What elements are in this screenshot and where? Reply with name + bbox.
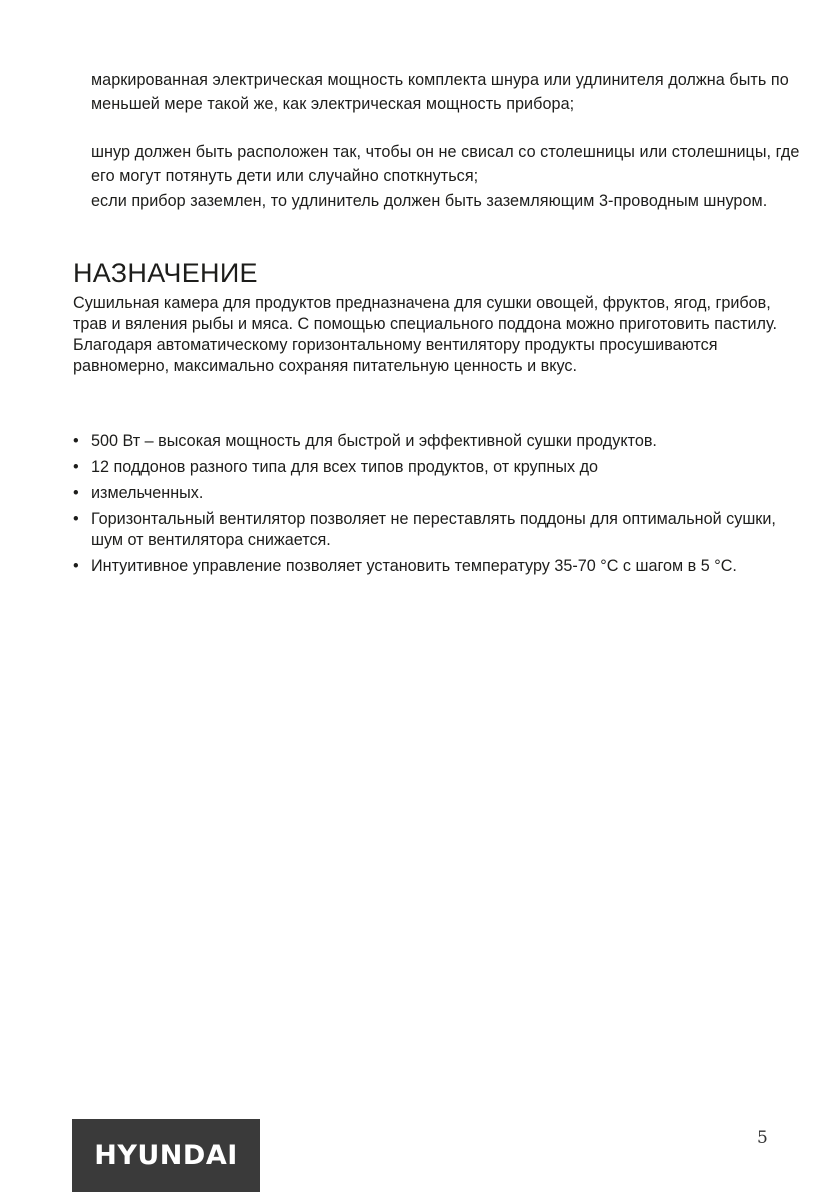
intro-paragraph-power: маркированная электрическая мощность комплекта шнура или удлинителя должна быть по меньшей мере такой же, как электрическая мощность прибора;	[91, 71, 789, 113]
feature-text: 12 поддонов разного типа для всех типов продуктов, от крупных до	[91, 458, 599, 476]
feature-item	[73, 483, 793, 504]
feature-text: Интуитивное управление позволяет установить температуру 35-70 °С с шагом в 5 °С.	[91, 557, 737, 575]
bullet-icon: •	[73, 557, 79, 575]
feature-item	[73, 509, 793, 551]
brand-logo	[72, 1119, 260, 1192]
feature-text: измельченных.	[91, 484, 204, 502]
feature-text: 500 Вт – высокая мощность для быстрой и эффективной сушки продуктов.	[91, 432, 657, 450]
feature-list	[73, 431, 793, 582]
page-number: 5	[757, 1128, 768, 1148]
feature-item	[73, 556, 793, 577]
feature-item	[73, 431, 793, 452]
bullet-icon: •	[73, 484, 79, 502]
brand-logo-text: HYUNDAI	[94, 1140, 238, 1171]
feature-item	[73, 457, 793, 478]
section-description: Сушильная камера для продуктов предназначена для сушки овощей, фруктов, ягод, грибов, трав и вяления рыбы и мяса. С помощью специального поддона можно приготовить пастилу. Благодаря автоматическому горизонтальному вентилятору продукты просушиваются равномерно, максимально сохраняя питательную ценность и вкус.	[73, 294, 777, 375]
intro-paragraph-cord: шнур должен быть расположен так, чтобы он не свисал со столешницы или столешницы, где его могут потянуть дети или случайно споткнуться;	[91, 143, 800, 185]
intro-paragraph-grounding: если прибор заземлен, то удлинитель должен быть заземляющим 3-проводным шнуром.	[91, 192, 768, 210]
feature-text: Горизонтальный вентилятор позволяет не переставлять поддоны для оптимальной сушки, шум от вентилятора снижается.	[91, 510, 776, 549]
bullet-icon: •	[73, 458, 79, 476]
bullet-icon: •	[73, 510, 79, 528]
bullet-icon: •	[73, 432, 79, 450]
section-title: НАЗНАЧЕНИЕ	[73, 258, 258, 288]
